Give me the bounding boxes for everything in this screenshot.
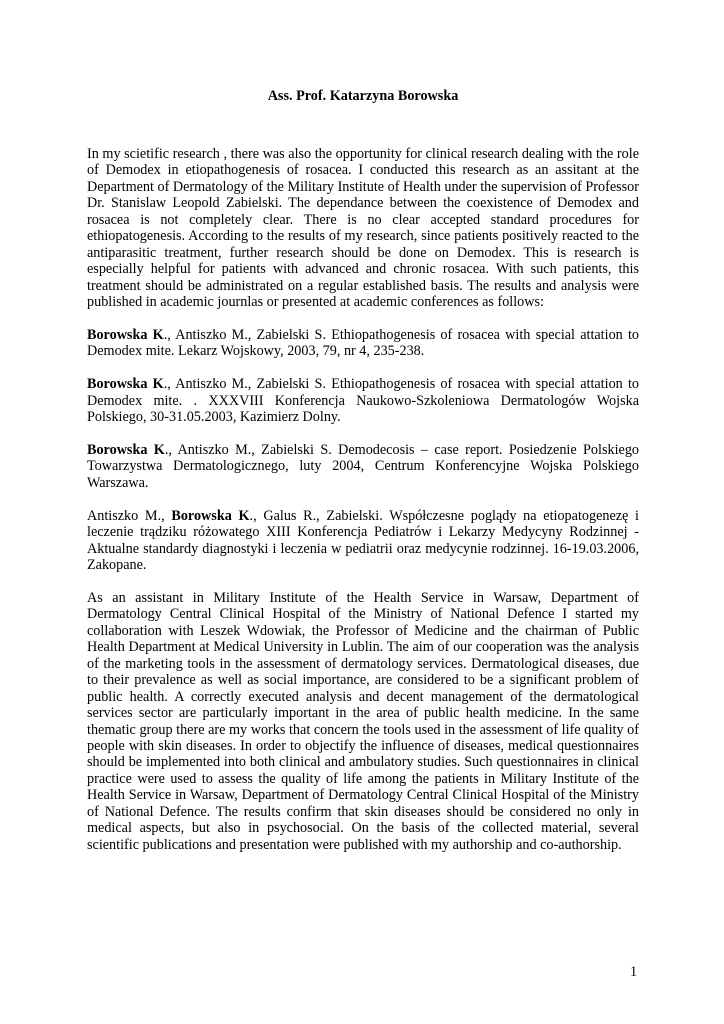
reference-item	[87, 442, 639, 491]
reference-author-bold: Borowska K	[87, 441, 165, 458]
reference-text: ., Antiszko M., Zabielski S. Ethiopathogenesis of rosacea with special attation to Demodex mite. . XXXVIII Konferencja Naukowo-Szkoleniowa Dermatologów Wojska Polskiego, 30-31.05.2003, Kazimierz Dolny.	[87, 376, 639, 426]
collaboration-paragraph: As an assistant in Military Institute of the Health Service in Warsaw, Department of Dermatology Central Clinical Hospital of the Ministry of National Defence I started my collaboration with Leszek Wdowiak, the Professor of Medicine and the chairman of Public Health Department at Medical University in Lublin. The aim of our cooperation was the analysis of the marketing tools in the assessment of dermatology services. Dermatological diseases, due to their prevalence as well as social importance, are considered to be a significant problem of public health. A correctly executed analysis and decent management of the dermatological services sector are particularly important in the area of public health medicine. In the same thematic group there are my works that concern the tools used in the assessment of life quality of people with skin diseases. In order to objectify the influence of diseases, medical questionnaires should be implemented into both clinical and ambulatory studies. Such questionnaires in clinical practice were used to assess the quality of life among the patients in Military Institute of the Health Service in Warsaw, Department of Dermatology Central Clinical Hospital of the Ministry of National Defence. The results confirm that skin diseases should be considered no only in medical aspects, but also in psychosocial. On the basis of the collected material, several scientific publications and presentation were published with my authorship and co-authorship.	[87, 589, 639, 853]
intro-paragraph: In my scietific research , there was also the opportunity for clinical research dealing with the role of Demodex in etiopathogenesis of rosacea. I conducted this research as an assitant at the Department of Dermatology of the Military Institute of Health under the supervision of Professor Dr. Stanislaw Leopold Zabielski. The dependance between the coexistence of Demodex and rosacea is not completely clear. There is no clear accepted standard procedures for ethiopatogenesis. According to the results of my research, since patients positively reacted to the antiparasitic treatment, further research should be done on Demodex. This is research is especially helpful for patients with advanced and chronic rosacea. With such patients, this treatment should be administrated on a regular established basis. The results and analysis were published in academic journlas or presented at academic conferences as follows:	[87, 146, 639, 311]
reference-item	[87, 376, 639, 425]
reference-author-bold: Borowska K	[87, 326, 164, 343]
reference-text: ., Galus R., Zabielski. Współczesne poglądy na etiopatogenezę i leczenie trądziku różowatego XIII Konferencja Pediatrów i Lekarzy Medycyny Rodzinnej - Aktualne standardy diagnostyki i leczenia w pediatrii oraz medycynie rodzinnej. 16-19.03.2006, Zakopane.	[87, 507, 640, 574]
reference-author-bold: Borowska K	[87, 376, 164, 393]
reference-item	[87, 327, 639, 360]
document-body	[87, 146, 639, 870]
reference-item	[87, 508, 639, 574]
page-number: 1	[630, 964, 638, 980]
reference-author-bold: Borowska K	[171, 507, 250, 524]
document-title: Ass. Prof. Katarzyna Borowska	[267, 88, 459, 104]
reference-prefix: Antiszko M.,	[87, 507, 172, 524]
reference-text: ., Antiszko M., Zabielski S. Demodecosis – case report. Posiedzenie Polskiego Towarzystwa Dermatologicznego, luty 2004, Centrum Konferencyjne Wojska Polskiego Warszawa.	[87, 441, 640, 491]
reference-text: ., Antiszko M., Zabielski S. Ethiopathogenesis of rosacea with special attation to Demodex mite. Lekarz Wojskowy, 2003, 79, nr 4, 235-238.	[87, 326, 639, 360]
document-page	[87, 0, 639, 1024]
